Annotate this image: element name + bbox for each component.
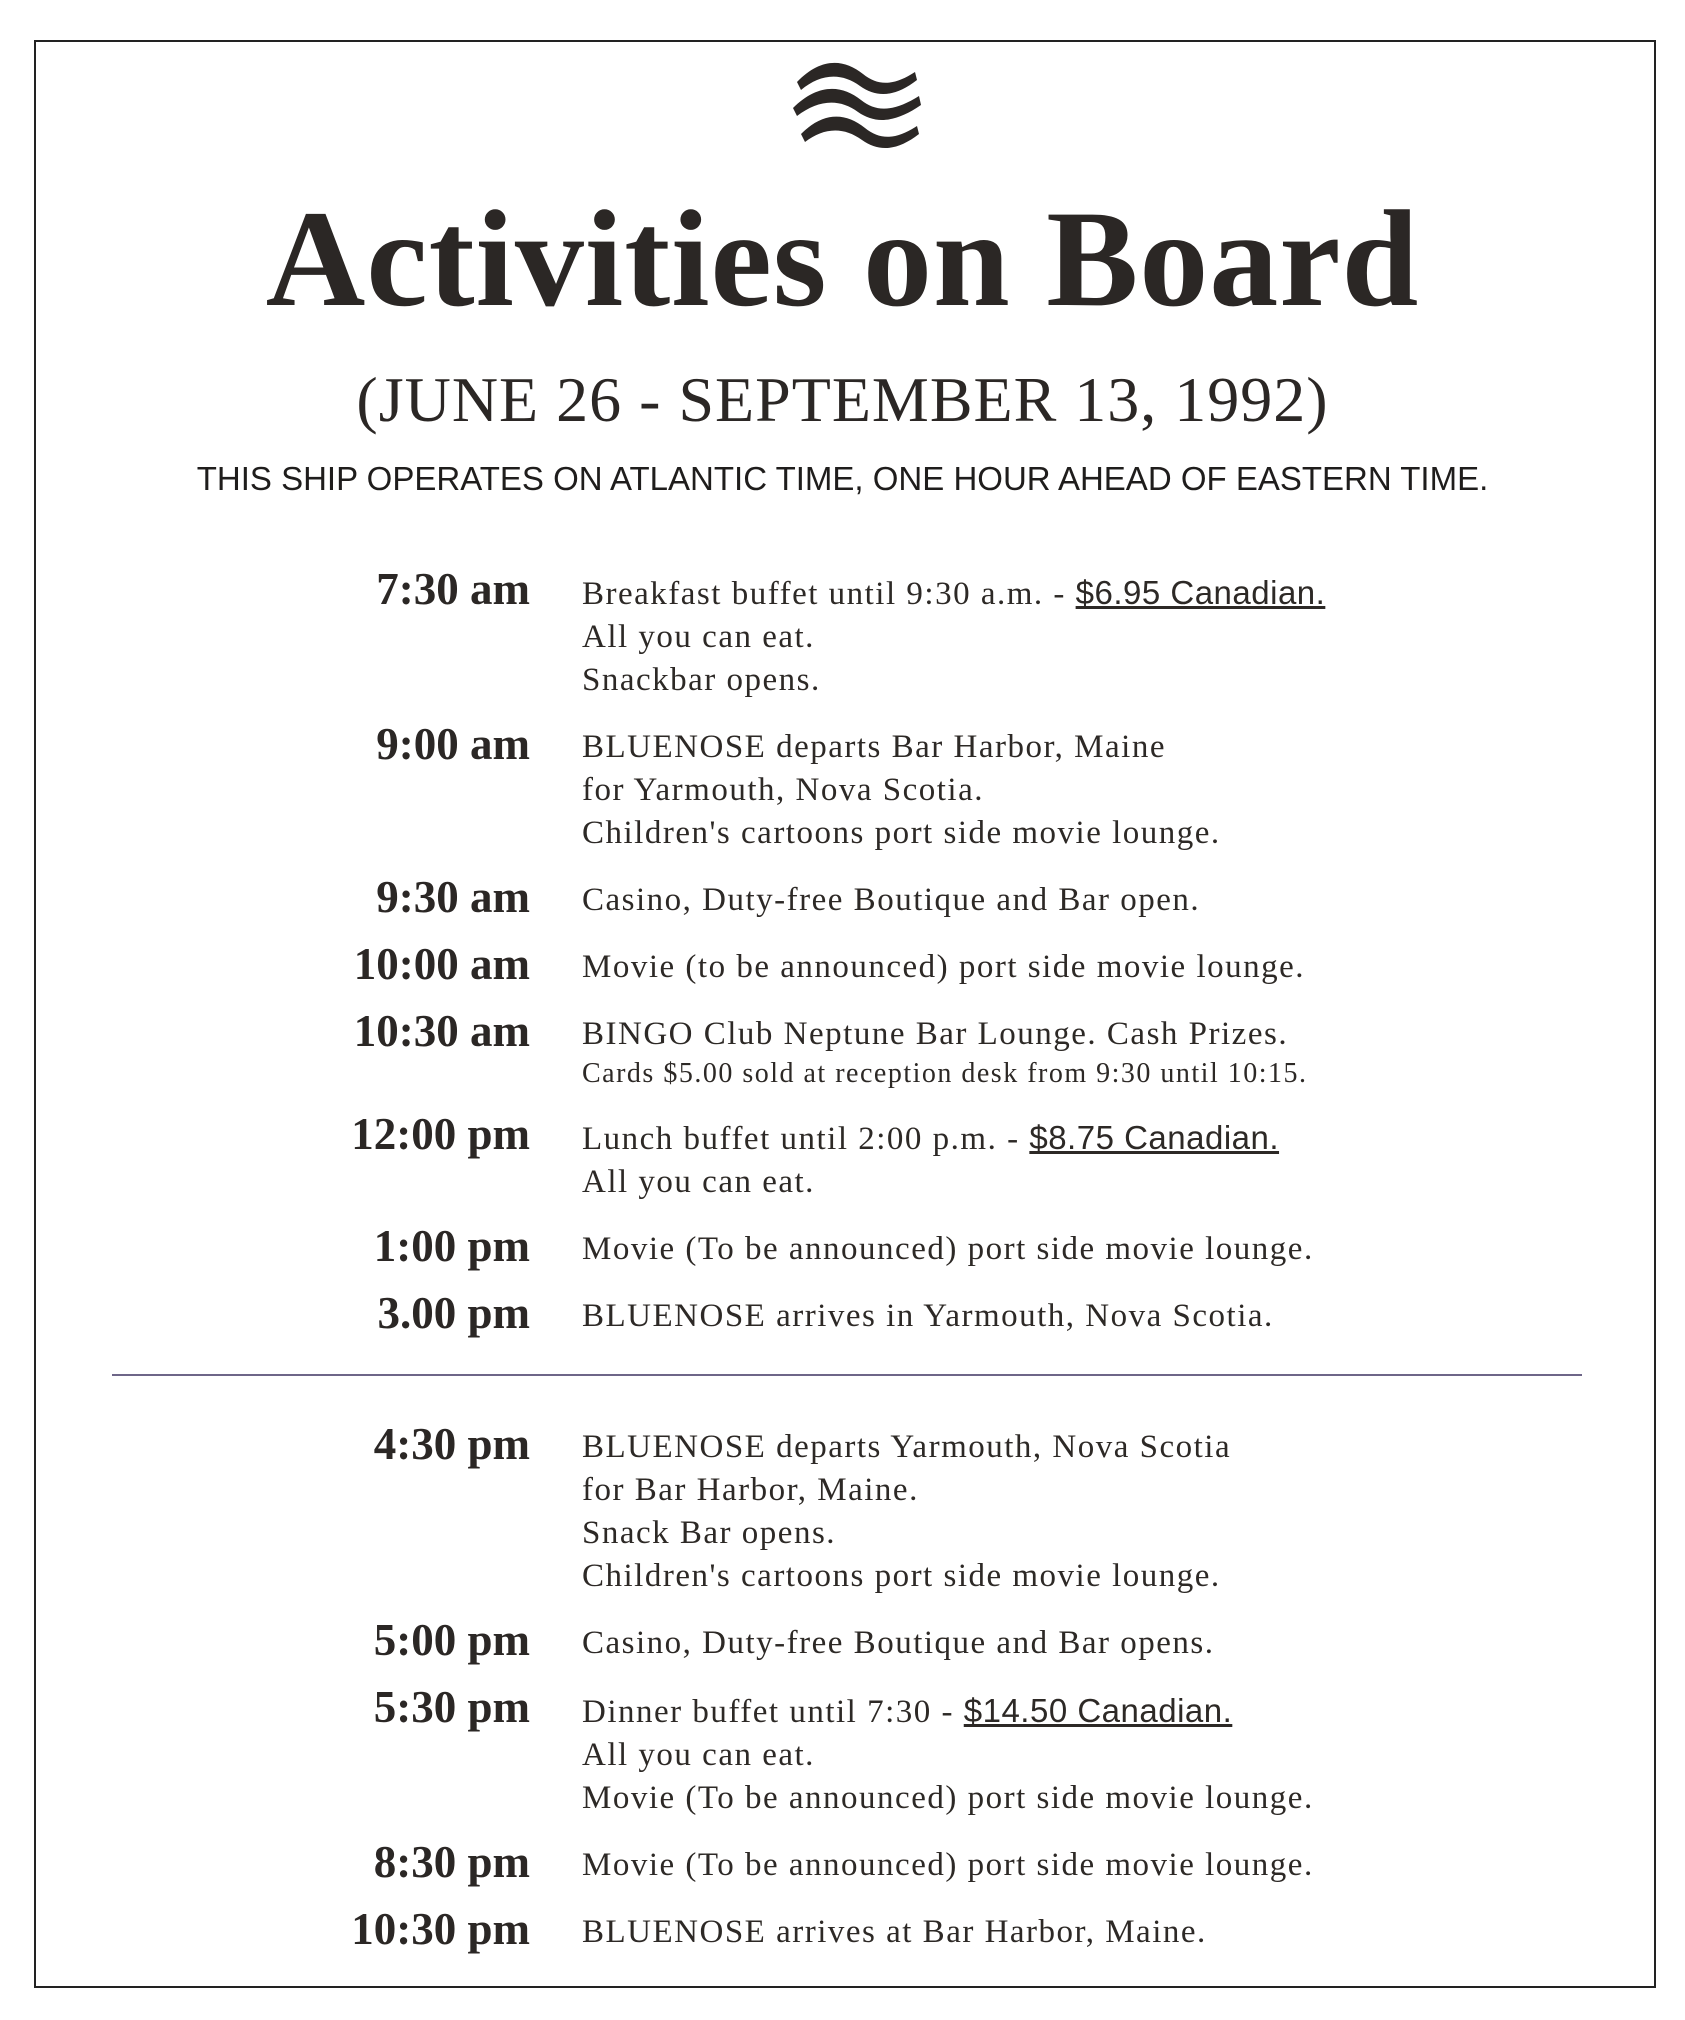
description-line	[582, 616, 1325, 659]
description-line	[582, 1013, 1308, 1056]
description-line	[582, 1555, 1231, 1598]
schedule-entry	[0, 1110, 1685, 1204]
description-line	[582, 1734, 1314, 1777]
entry-description	[582, 873, 1200, 922]
description-line	[582, 1228, 1314, 1271]
description-line	[582, 769, 1221, 812]
description-text: All you can eat.	[582, 1737, 815, 1773]
schedule-entry	[0, 565, 1685, 702]
description-text: Casino, Duty-free Boutique and Bar opens.	[582, 1625, 1215, 1661]
schedule-entry	[0, 1222, 1685, 1271]
description-text: Snack Bar opens.	[582, 1515, 837, 1551]
description-line	[582, 659, 1325, 702]
date-range: (JUNE 26 - SEPTEMBER 13, 1992)	[356, 364, 1329, 435]
description-text: Movie (to be announced) port side movie lounge.	[582, 949, 1306, 985]
description-text: BLUENOSE departs Yarmouth, Nova Scotia	[582, 1429, 1232, 1465]
description-line	[582, 1056, 1308, 1092]
schedule-entry	[0, 1007, 1685, 1092]
entry-description	[582, 1616, 1214, 1665]
entry-time: 5:30 pm	[373, 1682, 530, 1732]
description-line	[582, 1161, 1279, 1204]
entry-time: 1:00 pm	[373, 1221, 530, 1271]
return-schedule	[0, 1420, 1685, 1972]
entry-time: 9:30 am	[376, 872, 530, 922]
entry-description	[582, 1110, 1279, 1204]
description-text: BINGO Club Neptune Bar Lounge. Cash Prizes.	[582, 1016, 1289, 1052]
time-zone-notice: THIS SHIP OPERATES ON ATLANTIC TIME, ONE HOUR AHEAD OF EASTERN TIME.	[196, 460, 1489, 497]
outbound-schedule	[0, 565, 1685, 1356]
description-line	[582, 1622, 1214, 1665]
description-line	[582, 571, 1325, 616]
schedule-entry	[0, 1420, 1685, 1598]
schedule-entry	[0, 1289, 1685, 1338]
description-text: All you can eat.	[582, 619, 815, 655]
description-line	[582, 1469, 1231, 1512]
description-text: Children's cartoons port side movie lounge.	[582, 815, 1221, 851]
schedule-entry	[0, 940, 1685, 989]
description-text: for Bar Harbor, Maine.	[582, 1472, 919, 1508]
entry-description	[582, 1420, 1231, 1598]
description-text: Casino, Duty-free Boutique and Bar open.	[582, 882, 1201, 918]
entry-time: 10:00 am	[353, 939, 530, 989]
entry-time: 9:00 am	[376, 719, 530, 769]
description-text: Children's cartoons port side movie lounge.	[582, 1558, 1221, 1594]
schedule-entry	[0, 1616, 1685, 1665]
description-text: Cards $5.00 sold at reception desk from 9:30 until 10:15.	[582, 1058, 1308, 1089]
description-text: Breakfast buffet until 9:30 a.m. -	[582, 576, 1076, 612]
description-text: BLUENOSE arrives at Bar Harbor, Maine.	[582, 1914, 1207, 1950]
entry-time: 10:30 am	[353, 1006, 530, 1056]
schedule-entry	[0, 1683, 1685, 1820]
price-label: $8.75 Canadian.	[1029, 1119, 1280, 1156]
description-line	[582, 1512, 1231, 1555]
description-text: Dinner buffet until 7:30 -	[582, 1694, 964, 1730]
price-label: $6.95 Canadian.	[1075, 574, 1326, 611]
description-line	[582, 946, 1305, 989]
entry-description	[582, 565, 1325, 702]
wave-logo-icon	[775, 50, 935, 160]
entry-description	[582, 1289, 1274, 1338]
description-line	[582, 812, 1221, 855]
description-text: Snackbar opens.	[582, 662, 821, 698]
schedule-entry	[0, 720, 1685, 855]
description-text: Movie (To be announced) port side movie lounge.	[582, 1780, 1314, 1816]
description-line	[582, 1426, 1231, 1469]
description-line	[582, 1911, 1207, 1954]
entry-time: 3.00 pm	[377, 1288, 530, 1338]
description-line	[582, 1295, 1274, 1338]
entry-description	[582, 720, 1221, 855]
schedule-entry	[0, 1905, 1685, 1954]
description-text: for Yarmouth, Nova Scotia.	[582, 772, 984, 808]
description-line	[582, 726, 1221, 769]
entry-description	[582, 1838, 1314, 1887]
page-title: Activities on Board	[265, 182, 1420, 335]
description-text: Lunch buffet until 2:00 p.m. -	[582, 1121, 1030, 1157]
entry-description	[582, 1905, 1207, 1954]
entry-time: 12:00 pm	[351, 1109, 530, 1159]
schedule-entry	[0, 873, 1685, 922]
description-text: BLUENOSE arrives in Yarmouth, Nova Scotia.	[582, 1298, 1274, 1334]
entry-description	[582, 1683, 1314, 1820]
description-line	[582, 879, 1200, 922]
entry-time: 8:30 pm	[373, 1837, 530, 1887]
description-line	[582, 1689, 1314, 1734]
entry-time: 5:00 pm	[373, 1615, 530, 1665]
entry-description	[582, 1222, 1314, 1271]
description-text: All you can eat.	[582, 1164, 815, 1200]
description-text: BLUENOSE departs Bar Harbor, Maine	[582, 729, 1166, 765]
entry-description	[582, 940, 1305, 989]
description-line	[582, 1777, 1314, 1820]
price-label: $14.50 Canadian.	[963, 1692, 1233, 1729]
entry-time: 10:30 pm	[351, 1904, 530, 1954]
description-text: Movie (To be announced) port side movie lounge.	[582, 1231, 1314, 1267]
entry-time: 4:30 pm	[373, 1419, 530, 1469]
description-line	[582, 1844, 1314, 1887]
description-text: Movie (To be announced) port side movie lounge.	[582, 1847, 1314, 1883]
entry-time: 7:30 am	[376, 564, 530, 614]
schedule-entry	[0, 1838, 1685, 1887]
entry-description	[582, 1007, 1308, 1092]
description-line	[582, 1116, 1279, 1161]
section-divider	[112, 1374, 1582, 1376]
